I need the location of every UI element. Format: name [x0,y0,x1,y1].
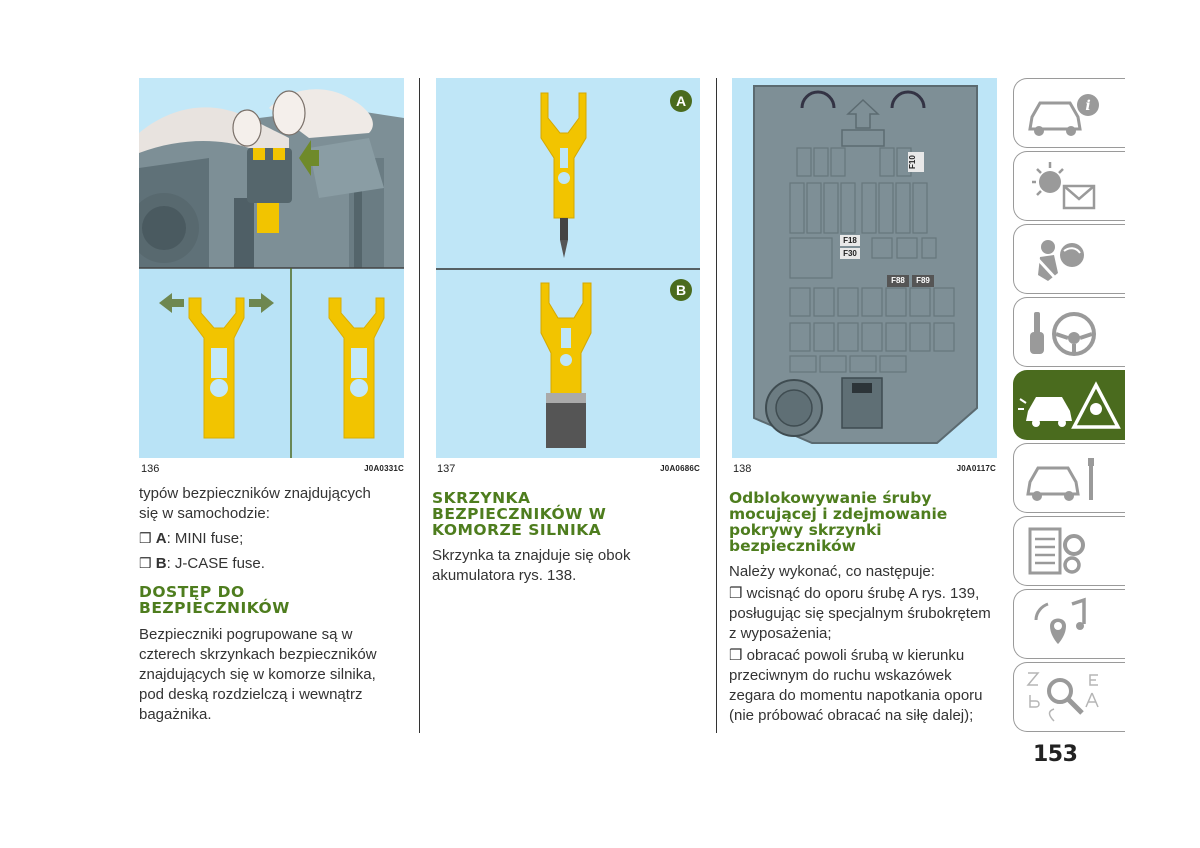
procedure-step-2: ❒ obracać powoli śrubą w kierunku przeciwnym do ruchu wskazówek zegara do momentu napotkania oporu (nie próbować obracać na siłę dalej); [729,647,983,724]
access-paragraph: Bezpieczniki pogrupowane są w czterech skrzynkach bezpieczników znajdujących się w komorze silnika, pod deską rozdzielczą i wewnątrz bagażnika. [139,626,377,723]
list-item-b [139,553,409,574]
alphabetical-index-icon [1014,663,1126,733]
figure-136-fuse-removal [139,78,404,458]
item-text: : J-CASE fuse. [166,555,265,572]
figure-137-caption [437,461,700,477]
item-text: : MINI fuse; [166,530,244,547]
figure-136-illustration [139,78,404,458]
multimedia-icon [1014,590,1126,660]
tab-starting-driving[interactable] [1013,297,1125,367]
section-heading-unlock-cover: Odblokowywanie śruby mocującej i zdejmowanie pokrywy skrzynki bezpieczników [729,489,948,555]
tab-technical-data[interactable] [1013,516,1125,586]
tab-safety[interactable] [1013,224,1125,294]
figure-number: 138 [733,463,752,475]
column-1-text [139,484,409,725]
page-number: 153 [1033,742,1078,767]
car-maintenance-icon [1014,444,1126,514]
tab-car-info[interactable] [1013,78,1125,148]
fuse-label-f18: F18 [840,235,860,246]
section-heading-engine-fusebox: SKRZYNKA BEZPIECZNIKÓW W KOMORZE SILNIKA [432,489,607,539]
tab-alphabetical-index[interactable] [1013,662,1125,732]
svg-text:i: i [1085,98,1091,114]
figure-138-caption [733,461,996,477]
fuse-label-f10: F10 [908,152,924,172]
intro-line: się w samochodzie: [139,505,270,522]
figure-code: J0A0331C [364,464,404,473]
technical-data-icon [1014,517,1126,587]
fuse-label-f89: F89 [912,275,934,287]
emergency-warning-icon [1014,371,1126,441]
checkbox-bullet-icon: ❒ [139,555,152,571]
checkbox-bullet-icon: ❒ [139,530,152,546]
key-steering-wheel-icon [1014,298,1126,368]
column-separator-1 [419,78,420,733]
figure-code: J0A0686C [660,464,700,473]
label-b-badge [670,279,692,301]
section-heading-access: DOSTĘP DO BEZPIECZNIKÓW [139,583,290,617]
figure-136-caption [141,461,404,477]
tab-lights-messages[interactable] [1013,151,1125,221]
figure-number: 137 [437,463,456,475]
item-letter: B [155,555,167,572]
tab-maintenance[interactable] [1013,443,1125,513]
intro-line: typów bezpieczników znajdujących [139,485,371,502]
label-a-badge [670,90,692,112]
tab-emergency[interactable] [1013,370,1125,440]
column-2-text [432,490,702,586]
tab-multimedia[interactable] [1013,589,1125,659]
label-a-text: A [675,93,687,109]
engine-fusebox-paragraph: Skrzynka ta znajduje się obok akumulatora rys. 138. [432,547,631,584]
figure-138-illustration [732,78,997,458]
lights-message-icon [1014,152,1126,222]
procedure-intro: Należy wykonać, co następuje: [729,563,935,580]
figure-137-illustration [436,78,700,458]
figure-138-fuse-box-cover [732,78,997,458]
fuse-label-f88: F88 [887,275,909,287]
figure-137-fuse-types [436,78,700,458]
column-3-text [729,490,1004,726]
safety-airbag-icon [1014,225,1126,295]
list-item-a [139,528,409,549]
fuse-label-f30: F30 [840,248,860,259]
column-separator-2 [716,78,717,733]
car-info-icon [1014,79,1126,149]
item-letter: A [155,530,167,547]
label-b-text: B [675,282,687,298]
procedure-step-1: ❒ wcisnąć do oporu śrubę A rys. 139, posługując się specjalnym śrubokrętem z wyposażenia; [729,585,991,642]
figure-code: J0A0117C [956,464,996,473]
figure-number: 136 [141,463,160,475]
